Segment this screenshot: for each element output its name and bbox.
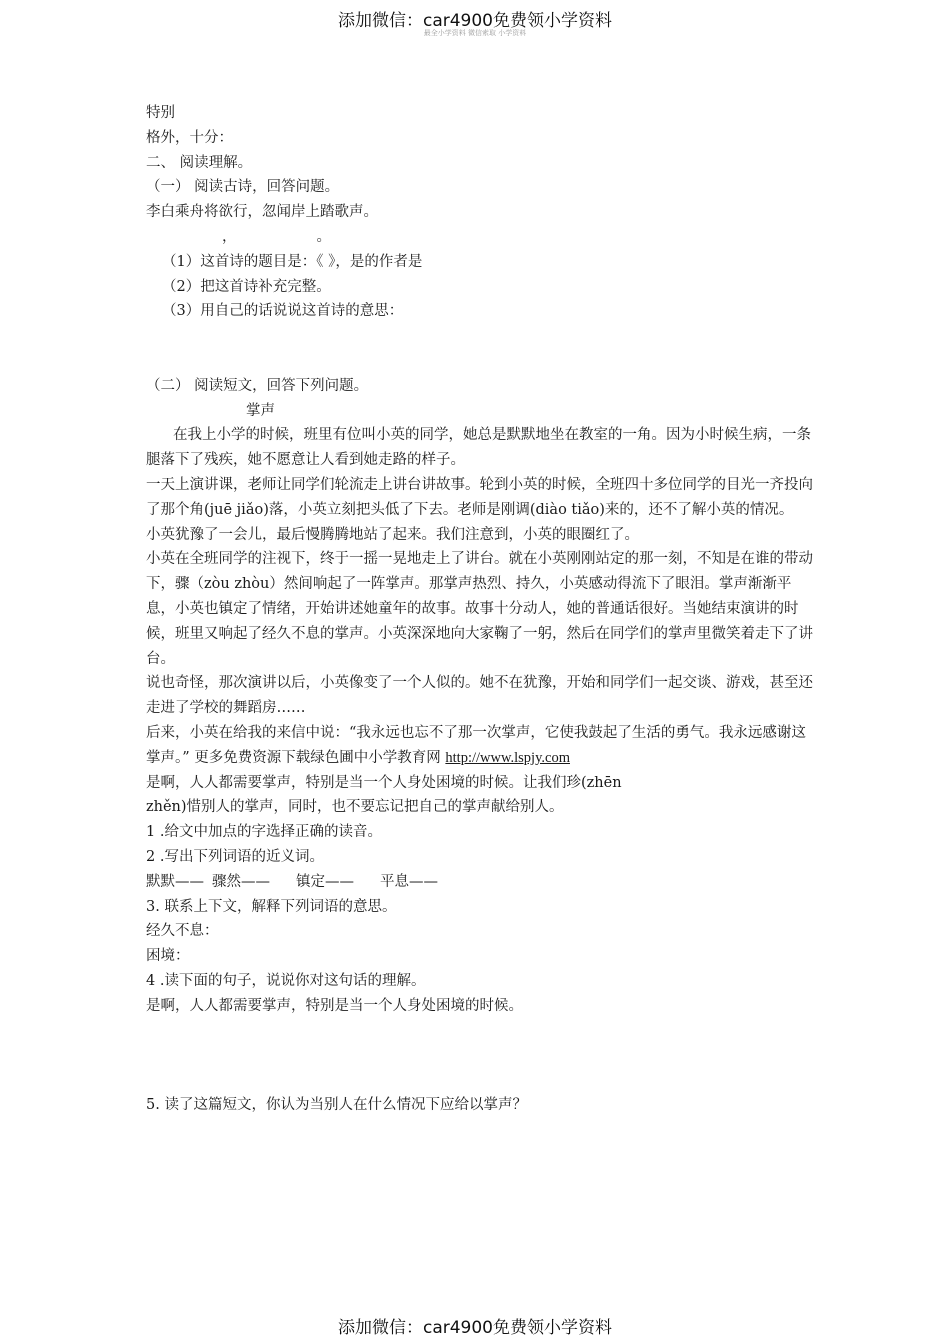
question-1: （1）这首诗的题目是：《 》，是的作者是 bbox=[162, 253, 423, 270]
paragraph: 小英在全班同学的注视下，终于一摇一晃地走上了讲台。就在小英刚刚站定的那一刻，不知是在谁的带动下，骤（zòu zhòu）然间响起了一阵掌声。那掌声热烈、持久，小英感动得流下了眼泪。掌声渐渐平息，小英也镇定了情绪，开始讲述她童年的故事。故事十分动人，她的普通话很好。当她结束演讲的时候，班里又响起了经久不息的掌声。小英深深地向大家鞠了一躬，然后在同学们的掌声里微笑着走下了讲台。 bbox=[146, 551, 813, 667]
synonym-item: 镇定—— bbox=[296, 873, 354, 890]
exercise-3: 3. 联系上下文，解释下列词语的意思。 bbox=[146, 898, 397, 915]
question-2: （2）把这首诗补充完整。 bbox=[162, 278, 331, 295]
synonym-item: 平息—— bbox=[380, 873, 438, 890]
subsection-heading: （一） 阅读古诗，回答问题。 bbox=[146, 179, 340, 196]
text-line: 格外，十分： bbox=[146, 129, 233, 146]
poem-line: 李白乘舟将欲行，忽闻岸上踏歌声。 bbox=[146, 204, 378, 221]
exercise-5: 5. 读了这篇短文，你认为当别人在什么情况下应给以掌声？ bbox=[146, 1096, 527, 1113]
paragraph: 说也奇怪，那次演讲以后，小英像变了一个人似的。她不在犹豫，开始和同学们一起交谈、游戏，甚至还走进了学校的舞蹈房…… bbox=[146, 675, 813, 717]
subsection-heading: （二） 阅读短文，回答下列问题。 bbox=[146, 377, 369, 394]
paragraph bbox=[146, 721, 818, 771]
text-line: 特别 bbox=[146, 105, 175, 121]
header-subtext: 最全小学资料 微信索取 小学资料 bbox=[423, 29, 527, 37]
paragraph: 在我上小学的时候，班里有位叫小英的同学，她总是默默地坐在教室的一角。因为小时候生病，一条腿落下了残疾，她不愿意让人看到她走路的样子。 bbox=[146, 427, 811, 469]
exercise-4-quote: 是啊，人人都需要掌声，特别是当一个人身处困境的时候。 bbox=[146, 997, 523, 1014]
bottom-watermark-banner: 添加微信：car4900免费领小学资料 bbox=[337, 1318, 613, 1338]
paragraph-text: 后来，小英在给我的来信中说：“我永远也忘不了那一次掌声，它使我鼓起了生活的勇气。我永远感谢这掌声。” bbox=[146, 724, 806, 766]
exercise-2: 2 .写出下列词语的近义词。 bbox=[146, 848, 324, 865]
exercise-4: 4 .读下面的句子，说说你对这句话的理解。 bbox=[146, 972, 426, 989]
paragraph-line: zhěn)惜别人的掌声，同时，也不要忘记把自己的掌声献给别人。 bbox=[146, 799, 564, 816]
synonym-row bbox=[146, 870, 818, 895]
top-watermark-banner: 添加微信：car4900免费领小学资料 bbox=[337, 11, 613, 31]
paragraph: 一天上演讲课，老师让同学们轮流走上讲台讲故事。轮到小英的时候，全班四十多位同学的目光一齐投向了那个角(juē jiǎo)落，小英立刻把头低了下去。老师是刚调(diào tiǎo)来的，还不了解小英的情况。 bbox=[146, 476, 813, 518]
exercise-1: 1 .给文中加点的字选择正确的读音。 bbox=[146, 824, 382, 841]
passage-title: 掌声 bbox=[246, 402, 275, 419]
resource-link[interactable]: http://www.lspjy.com bbox=[445, 749, 570, 766]
synonym-item: 骤然—— bbox=[212, 873, 270, 890]
exercise-3-term: 困境： bbox=[146, 948, 190, 965]
document-body bbox=[146, 101, 818, 1118]
paragraph-line: 是啊，人人都需要掌声，特别是当一个人身处困境的时候。让我们珍(zhēn bbox=[146, 774, 622, 791]
synonym-item: 默默—— bbox=[146, 873, 204, 890]
section-heading: 二、 阅读理解。 bbox=[146, 154, 253, 171]
exercise-3-term: 经久不息： bbox=[146, 923, 219, 940]
resource-note: 更多免费资源下载绿色圃中小学教育网 bbox=[194, 749, 441, 766]
question-3: （3）用自己的话说说这首诗的意思： bbox=[162, 303, 404, 320]
poem-comma: ， bbox=[222, 228, 237, 245]
poem-blank-line bbox=[146, 225, 818, 250]
poem-period: 。 bbox=[316, 228, 331, 245]
paragraph: 小英犹豫了一会儿，最后慢腾腾地站了起来。我们注意到，小英的眼圈红了。 bbox=[146, 526, 639, 543]
